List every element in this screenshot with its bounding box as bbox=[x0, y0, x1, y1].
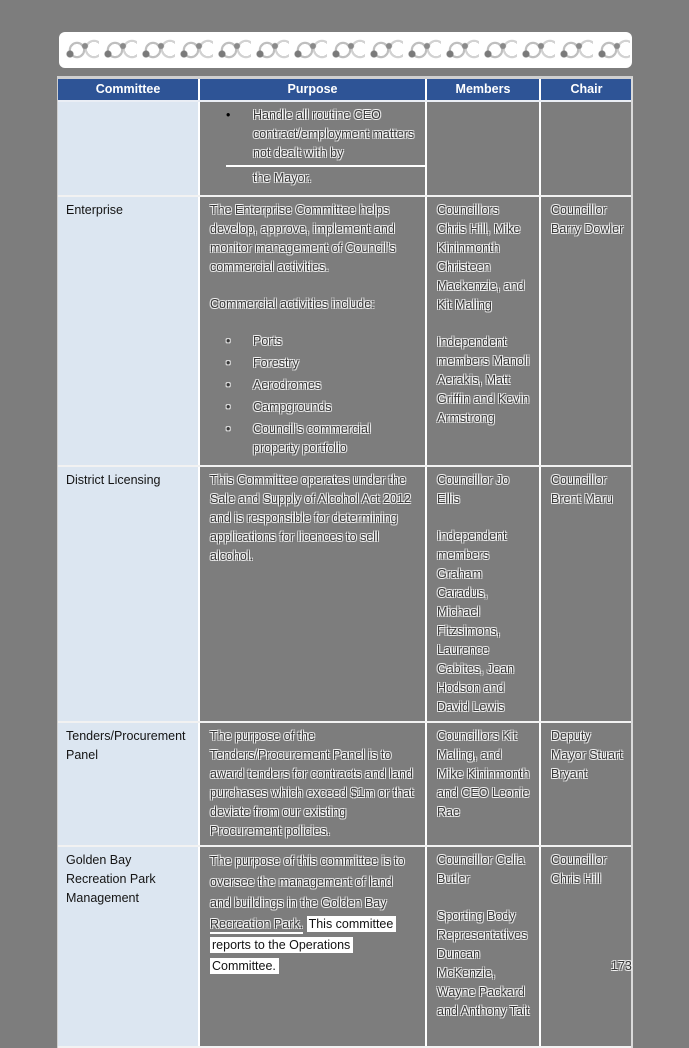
chair-cell bbox=[539, 102, 632, 195]
purpose-cell bbox=[198, 197, 425, 465]
purpose-cell bbox=[198, 847, 425, 1046]
purpose-text-underlined: Recreation Park. bbox=[210, 917, 303, 934]
purpose-text-highlighted: This committee reports to the Operations Committee. bbox=[210, 916, 396, 974]
committee-name-cell bbox=[58, 102, 198, 195]
table-header-row bbox=[58, 79, 631, 102]
bullet-item: • Council's commercial property portfolio bbox=[210, 420, 417, 458]
committees-table bbox=[57, 76, 633, 1048]
header-members: Members bbox=[425, 79, 539, 100]
members-cell bbox=[425, 847, 539, 1046]
members-text: Sporting Body Representatives Duncan McKenzie, Wayne Packard and Anthony Tait bbox=[437, 909, 530, 1018]
members-text: Independent members Graham Caradus, Michael Fitzsimons, Laurence Gabites, Jean Hodson and David Lewis bbox=[437, 529, 515, 714]
members-cell bbox=[425, 102, 539, 195]
members-text: Councillor Celia Butler bbox=[437, 853, 525, 886]
purpose-cell bbox=[198, 723, 425, 845]
purpose-text: The Enterprise Committee helps develop, approve, implement and monitor management of Council's commercial activities. bbox=[210, 203, 396, 274]
bullet-item: • Forestry bbox=[210, 354, 417, 373]
chair-cell bbox=[539, 197, 632, 465]
purpose-cell bbox=[198, 467, 425, 721]
header-committee: Committee bbox=[95, 82, 161, 96]
purpose-text: the Mayor. bbox=[253, 171, 312, 185]
header-purpose: Purpose bbox=[198, 79, 425, 100]
white-rule bbox=[226, 165, 425, 167]
chair-cell bbox=[539, 467, 632, 721]
bullet-item bbox=[210, 106, 417, 188]
table-row-enterprise bbox=[58, 197, 631, 467]
committee-name-cell: District Licensing bbox=[58, 467, 198, 721]
chair-text: Councillor Chris Hill bbox=[551, 853, 607, 886]
purpose-text: The purpose of the Tenders/Procurement Panel is to award tenders for contracts and land purchases which exceed $1m or that deviate from our existing Procurement policies. bbox=[210, 729, 414, 838]
members-text: Independent members Manoli Aerakis, Matt Griffin and Kevin Armstrong bbox=[437, 335, 530, 425]
members-text: Councillors Kit Maling, and Mike Kininmonth and CEO Leonie Rae bbox=[437, 729, 530, 819]
members-text: Councillor Jo Ellis bbox=[437, 473, 510, 506]
table-row-district-licensing bbox=[58, 467, 631, 723]
members-cell bbox=[425, 197, 539, 465]
members-cell bbox=[425, 723, 539, 845]
chair-text: Deputy Mayor Stuart Bryant bbox=[551, 729, 623, 781]
bullet-item: • Campgrounds bbox=[210, 398, 417, 417]
members-text: Councillors Chris Hill, Mike Kininmonth Christeen Mackenzie, and Kit Maling bbox=[437, 203, 525, 312]
chair-cell bbox=[539, 723, 632, 845]
ornamental-border-image bbox=[61, 34, 630, 66]
bullet-item: • Aerodromes bbox=[210, 376, 417, 395]
chair-text: Councillor Brent Maru bbox=[551, 473, 613, 506]
table-row-tenders-procurement bbox=[58, 723, 631, 847]
purpose-text: Commercial activities include: bbox=[210, 297, 375, 311]
bullet-item: • Ports bbox=[210, 332, 417, 351]
chair-text: Councillor Barry Dowler bbox=[551, 203, 624, 236]
members-cell bbox=[425, 467, 539, 721]
header-chair: Chair bbox=[539, 79, 632, 100]
purpose-text: The purpose of this committee is to oversee the management of land and buildings in the Golden Bay bbox=[210, 854, 405, 910]
purpose-cell bbox=[198, 102, 425, 195]
table-row-ceo-continued bbox=[58, 102, 631, 197]
purpose-text: Handle all routine CEO contract/employment matters not dealt with by bbox=[253, 108, 415, 160]
table-row-golden-bay bbox=[58, 847, 631, 1048]
committee-name-cell: Enterprise bbox=[58, 197, 198, 465]
committee-name-cell: Tenders/Procurement Panel bbox=[58, 723, 198, 845]
chair-cell bbox=[539, 847, 632, 1046]
committee-name-cell: Golden Bay Recreation Park Management bbox=[58, 847, 198, 1046]
purpose-text: This Committee operates under the Sale and Supply of Alcohol Act 2012 and is responsible for determining applications for licences to sell alcohol. bbox=[210, 473, 411, 563]
page-number: 173 bbox=[611, 959, 632, 973]
